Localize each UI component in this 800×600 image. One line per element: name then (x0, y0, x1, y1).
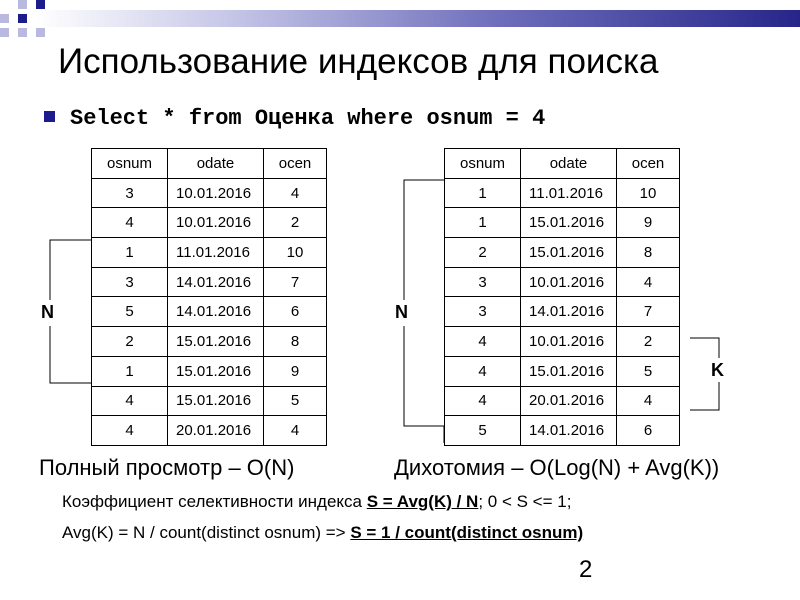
deco-square (0, 28, 9, 37)
table-cell: 1 (445, 178, 521, 208)
selectivity-line (62, 492, 571, 512)
table-cell: 14.01.2016 (168, 267, 264, 297)
table-row (92, 267, 327, 297)
deco-square (18, 14, 27, 23)
table-cell: 10.01.2016 (168, 178, 264, 208)
left-n-bracket-lower (50, 326, 91, 383)
bullet-square-icon (44, 111, 55, 122)
table-cell: 7 (617, 297, 680, 327)
table-cell: 3 (92, 267, 168, 297)
table-row (92, 356, 327, 386)
table-cell: 2 (92, 327, 168, 357)
k-label: K (711, 360, 724, 380)
table-cell: 20.01.2016 (168, 416, 264, 446)
header-gradient-bar (36, 10, 800, 27)
table-cell: 4 (264, 416, 327, 446)
table-cell: 10.01.2016 (521, 327, 617, 357)
table-cell: 6 (617, 416, 680, 446)
right-n-label: N (395, 302, 408, 322)
deco-square (36, 0, 45, 9)
column-header: ocen (264, 149, 327, 179)
table-cell: 11.01.2016 (521, 178, 617, 208)
table-cell: 15.01.2016 (521, 356, 617, 386)
table-row (445, 416, 680, 446)
table-cell: 9 (617, 208, 680, 238)
column-header: osnum (445, 149, 521, 179)
table-row (445, 178, 680, 208)
deco-square (36, 28, 45, 37)
table-row (92, 416, 327, 446)
table-cell: 4 (92, 416, 168, 446)
table-cell: 6 (264, 297, 327, 327)
deco-square (18, 28, 27, 37)
table-cell: 3 (445, 297, 521, 327)
table-cell: 5 (264, 386, 327, 416)
right-n-bracket-lower (404, 326, 444, 426)
table-cell: 2 (264, 208, 327, 238)
selectivity-formula: S = Avg(K) / N (366, 492, 479, 511)
left-table (91, 148, 327, 446)
page-number: 2 (579, 556, 593, 583)
table-cell: 8 (264, 327, 327, 357)
table-cell: 15.01.2016 (168, 356, 264, 386)
table-cell: 1 (92, 238, 168, 268)
table-cell: 4 (264, 178, 327, 208)
table-row (445, 208, 680, 238)
table-header-row (92, 149, 327, 179)
table-cell: 15.01.2016 (168, 386, 264, 416)
table-cell: 20.01.2016 (521, 386, 617, 416)
table-cell: 3 (445, 267, 521, 297)
table-cell: 4 (445, 356, 521, 386)
table-cell: 5 (92, 297, 168, 327)
avg-k-prefix: Avg(K) = N / count(distinct osnum) => (62, 523, 351, 542)
table-cell: 10 (264, 238, 327, 268)
table-cell: 7 (264, 267, 327, 297)
table-cell: 2 (617, 327, 680, 357)
table-cell: 11.01.2016 (168, 238, 264, 268)
table-cell: 3 (92, 178, 168, 208)
deco-square (18, 0, 27, 9)
column-header: ocen (617, 149, 680, 179)
table-cell: 4 (92, 208, 168, 238)
selectivity-suffix: ; 0 < S <= 1; (478, 492, 572, 511)
table-cell: 4 (92, 386, 168, 416)
table-row (445, 238, 680, 268)
table-cell: 8 (617, 238, 680, 268)
table-row (92, 238, 327, 268)
right-n-bracket (404, 180, 444, 300)
selectivity-prefix: Коэффициент селективности индекса (62, 492, 367, 511)
k-bracket (690, 338, 719, 358)
table-cell: 14.01.2016 (168, 297, 264, 327)
left-caption: Полный просмотр – O(N) (39, 455, 295, 480)
table-cell: 15.01.2016 (168, 327, 264, 357)
column-header: osnum (92, 149, 168, 179)
avg-k-formula: S = 1 / count(distinct osnum) (350, 523, 584, 542)
table-cell: 4 (617, 386, 680, 416)
table-row (92, 208, 327, 238)
column-header: odate (521, 149, 617, 179)
table-row (445, 386, 680, 416)
table-row (445, 327, 680, 357)
table-cell: 2 (445, 238, 521, 268)
table-cell: 1 (92, 356, 168, 386)
table-cell: 5 (617, 356, 680, 386)
table-cell: 14.01.2016 (521, 416, 617, 446)
left-n-label: N (41, 302, 54, 322)
table-row (445, 297, 680, 327)
table-row (92, 178, 327, 208)
sql-query: Select * from Оценка where osnum = 4 (70, 106, 546, 131)
table-row (92, 297, 327, 327)
table-cell: 4 (617, 267, 680, 297)
deco-square (0, 14, 9, 23)
table-header-row (445, 149, 680, 179)
table-cell: 10.01.2016 (168, 208, 264, 238)
table-cell: 4 (445, 327, 521, 357)
table-cell: 5 (445, 416, 521, 446)
table-row (92, 386, 327, 416)
table-cell: 1 (445, 208, 521, 238)
table-row (445, 267, 680, 297)
table-row (92, 327, 327, 357)
right-table (444, 148, 680, 446)
table-cell: 4 (445, 386, 521, 416)
table-cell: 15.01.2016 (521, 238, 617, 268)
table-cell: 15.01.2016 (521, 208, 617, 238)
right-caption: Дихотомия – O(Log(N) + Avg(K)) (394, 455, 720, 480)
table-row (445, 356, 680, 386)
table-cell: 14.01.2016 (521, 297, 617, 327)
k-bracket-lower (690, 382, 719, 410)
slide-title: Использование индексов для поиска (58, 42, 659, 81)
column-header: odate (168, 149, 264, 179)
table-cell: 9 (264, 356, 327, 386)
table-cell: 10 (617, 178, 680, 208)
table-cell: 10.01.2016 (521, 267, 617, 297)
avg-k-line (62, 523, 583, 543)
left-n-bracket (50, 240, 91, 300)
